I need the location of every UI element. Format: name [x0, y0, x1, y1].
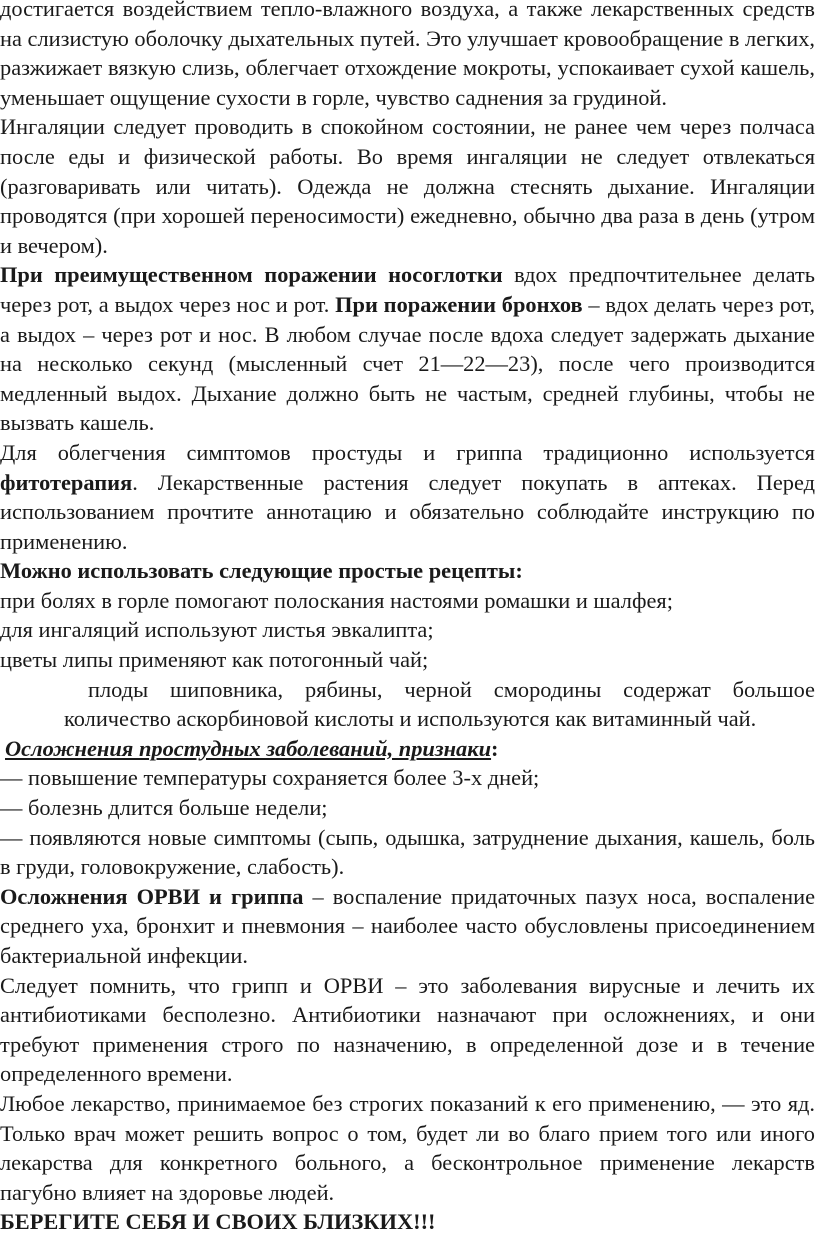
paragraph-inhalation-effect: достигается воздействием тепло-влажного воздуха, а также лекарственных средств на слизистую оболочку дыхательных путей. Это улучшает кровообращение в легких, разжижает вязкую слизь, облегчает отхождение мокроты, успокаивает сухой кашель, уменьшает ощущение сухости в горле, чувство саднения за грудиной.	[0, 0, 815, 110]
paragraph-medicine-warning: Любое лекарство, принимаемое без строгих показаний к его применению, — это яд. Только врач может решить вопрос о том, будет ли во благо прием того или иного лекарства для конкретного больного, а бесконтрольное применение лекарств пагубно влияет на здоровье людей.	[0, 1090, 815, 1205]
complications-heading	[0, 734, 815, 764]
bold-phytotherapy: фитотерапия	[0, 469, 133, 495]
paragraph-antibiotics: Следует помнить, что грипп и ОРВИ – это заболевания вирусные и лечить их антибиотиками бесполезно. Антибиотики назначают при осложнениях, и они требуют применения строго по назначению, в определенной дозе и в течение определенного времени.	[0, 972, 815, 1087]
recipes-heading: Можно использовать следующие простые рецепты:	[0, 558, 523, 584]
list-item: — болезнь длится больше недели;	[0, 795, 328, 821]
complications-heading-colon: :	[491, 735, 499, 761]
list-item: для ингаляций используют листья эвкалипта;	[0, 617, 434, 643]
paragraph-breathing-technique	[0, 260, 815, 438]
text-bronchi: – вдох делать через рот, а выдох – через рот и нос. В любом случае после вдоха следует задержать дыхание на несколько секунд (мысленный счет 21—22—23), после чего производится медленный выдох. Дыхание должно быть не частым, средней глубины, чтобы не вызвать кашель.	[0, 291, 815, 436]
text-phytotherapy-rest: . Лекарственные растения следует покупать в аптеках. Перед использованием прочтите аннотацию и обязательно соблюдайте инструкцию по применению.	[0, 469, 815, 554]
bold-nasopharynx: При преимущественном поражении носоглотки	[0, 262, 503, 288]
text-orvi-complications: – воспаление придаточных пазух носа, воспаление среднего уха, бронхит и пневмония – наиболее часто обусловлены присоединением бактериальной инфекции.	[0, 883, 816, 968]
text-phytotherapy-intro: Для облегчения симптомов простуды и гриппа традиционно используется	[0, 439, 815, 465]
text-nasopharynx: вдох предпочтительнее делать через рот, а выдох через нос и рот.	[0, 262, 815, 317]
list-item: плоды шиповника, рябины, черной смородины содержат большое количество аскорбиновой кислоты и используются как витаминный чай.	[64, 676, 815, 732]
closing-slogan: БЕРЕГИТЕ СЕБЯ И СВОИХ БЛИЗКИХ!!!	[0, 1209, 436, 1235]
list-item: цветы липы применяют как потогонный чай;	[0, 647, 429, 673]
list-item: при болях в горле помогают полоскания настоями ромашки и шалфея;	[0, 587, 673, 613]
list-item: — повышение температуры сохраняется более 3-х дней;	[0, 765, 540, 791]
paragraph-inhalation-rules: Ингаляции следует проводить в спокойном состоянии, не ранее чем через полчаса после еды и физической работы. Во время ингаляции не следует отвлекаться (разговаривать или читать). Одежда не должна стеснять дыхание. Ингаляции проводятся (при хорошей переносимости) ежедневно, обычно два раза в день (утром и вечером).	[0, 114, 815, 258]
list-item: — появляются новые симптомы (сыпь, одышка, затруднение дыхания, кашель, боль в груди, головокружение, слабость).	[0, 824, 815, 880]
bold-orvi-complications: Осложнения ОРВИ и гриппа	[0, 883, 304, 909]
complications-heading-text: Осложнения простудных заболеваний, признаки	[5, 735, 492, 761]
bold-bronchi: При поражении бронхов	[335, 291, 583, 317]
paragraph-orvi-complications	[0, 882, 815, 971]
paragraph-phytotherapy	[0, 438, 815, 556]
